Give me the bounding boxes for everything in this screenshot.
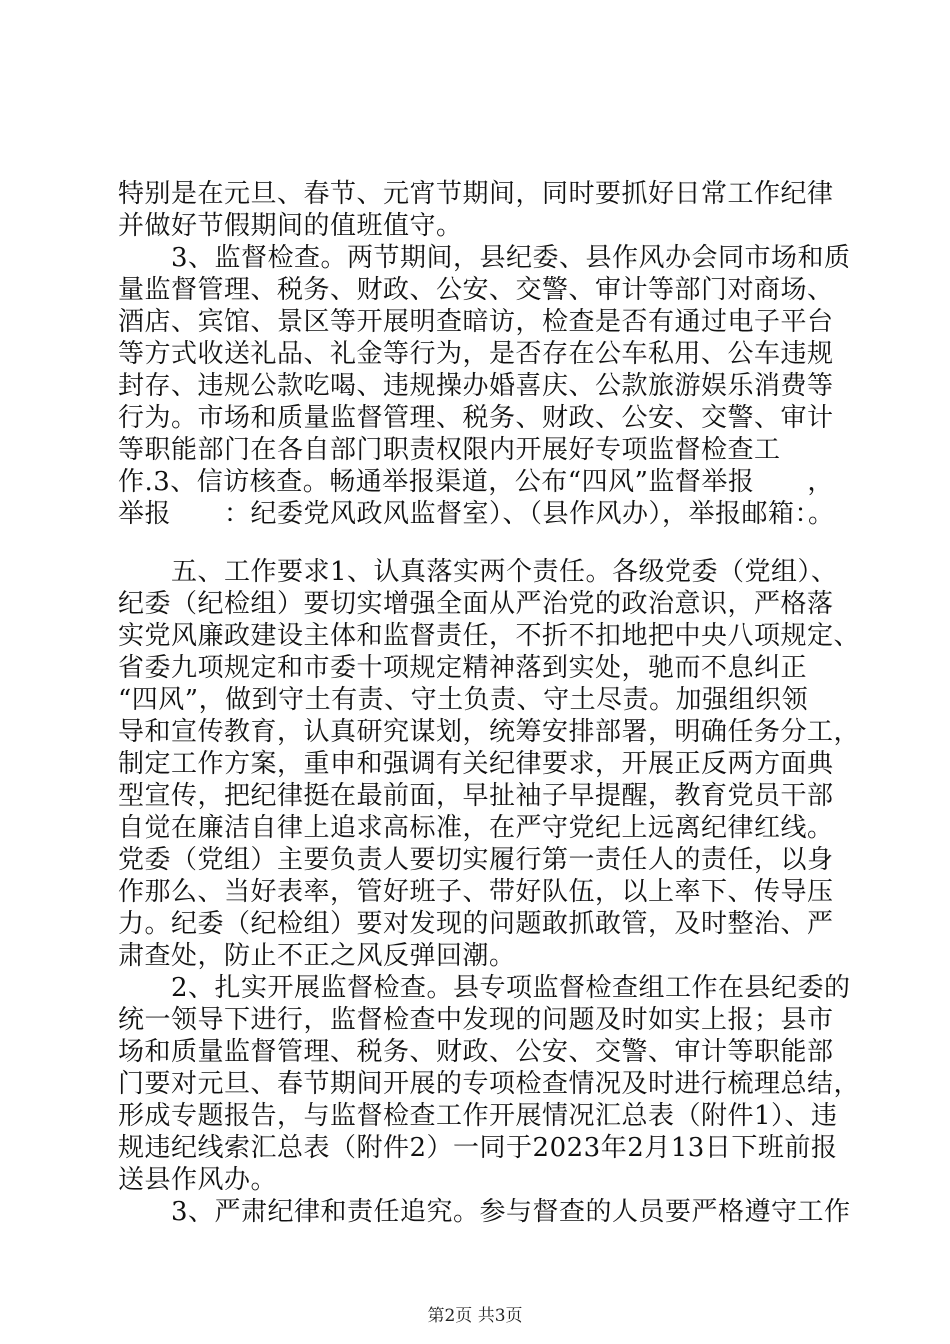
text-line: 规违纪线索汇总表（附件2）一同于2023年2月13日下班前报 <box>118 1133 838 1163</box>
text-line: 统一领导下进行，监督检查中发现的问题及时如实上报；县市 <box>118 1005 834 1035</box>
text-line: 党委（党组）主要负责人要切实履行第一责任人的责任，以身 <box>118 845 834 875</box>
text-line: “四风”，做到守土有责、守土负责、守土尽责。加强组织领 <box>118 685 809 715</box>
text-line: 省委九项规定和市委十项规定精神落到实处，驰而不息纠正 <box>118 653 808 683</box>
text-line: 送县作风办。 <box>118 1165 278 1195</box>
text-line: 实党风廉政建设主体和监督责任，不折不扣地把中央八项规定、 <box>118 621 861 651</box>
text-line: 力。纪委（纪检组）要对发现的问题敢抓敢管，及时整治、严 <box>118 909 834 939</box>
text-line: 行为。市场和质量监督管理、税务、财政、公安、交警、审计 <box>118 403 834 433</box>
text-line: 作.3、信访核查。畅通举报渠道，公布“四风”监督举报 ， <box>118 467 834 497</box>
text-line: 酒店、宾馆、景区等开展明查暗访，检查是否有通过电子平台 <box>118 307 834 337</box>
text-line: 等方式收送礼品、礼金等行为，是否存在公车私用、公车违规 <box>118 339 834 369</box>
text-line: 导和宣传教育，认真研究谋划，统筹安排部署，明确任务分工， <box>118 717 861 747</box>
text-line: 特别是在元旦、春节、元宵节期间，同时要抓好日常工作纪律 <box>118 179 834 209</box>
text-line: 门要对元旦、春节期间开展的专项检查情况及时进行梳理总结， <box>118 1069 861 1099</box>
text-line: 举报 ：纪委党风政风监督室）、（县作风办），举报邮箱：。 <box>118 499 835 529</box>
text-line: 场和质量监督管理、税务、财政、公安、交警、审计等职能部 <box>118 1037 834 1067</box>
text-line: 等职能部门在各自部门职责权限内开展好专项监督检查工 <box>118 435 781 465</box>
text-line: 并做好节假期间的值班值守。 <box>118 211 463 241</box>
text-line: 量监督管理、税务、财政、公安、交警、审计等部门对商场、 <box>118 275 834 305</box>
text-line: 制定工作方案，重申和强调有关纪律要求，开展正反两方面典 <box>118 749 834 779</box>
text-line: 封存、违规公款吃喝、违规操办婚喜庆、公款旅游娱乐消费等 <box>118 371 834 401</box>
text-line: 肃查处，防止不正之风反弹回潮。 <box>118 941 516 971</box>
text-line: 2、扎实开展监督检查。县专项监督检查组工作在县纪委的 <box>118 973 851 1003</box>
text-line: 纪委（纪检组）要切实增强全面从严治党的政治意识，严格落 <box>118 589 834 619</box>
text-line: 自觉在廉洁自律上追求高标准，在严守党纪上远离纪律红线。 <box>118 813 834 843</box>
text-line: 作那么、当好表率，管好班子、带好队伍，以上率下、传导压 <box>118 877 834 907</box>
text-line: 3、严肃纪律和责任追究。参与督查的人员要严格遵守工作 <box>118 1197 851 1227</box>
text-line: 形成专题报告，与监督检查工作开展情况汇总表（附件1）、违 <box>118 1101 838 1131</box>
text-line: 型宣传，把纪律挺在最前面，早扯袖子早提醒，教育党员干部 <box>118 781 834 811</box>
text-line: 3、监督检查。两节期间，县纪委、县作风办会同市场和质 <box>118 243 851 273</box>
page-number: 第2页 共3页 <box>427 1306 523 1326</box>
text-line: 五、工作要求1、认真落实两个责任。各级党委（党组）、 <box>118 557 838 587</box>
